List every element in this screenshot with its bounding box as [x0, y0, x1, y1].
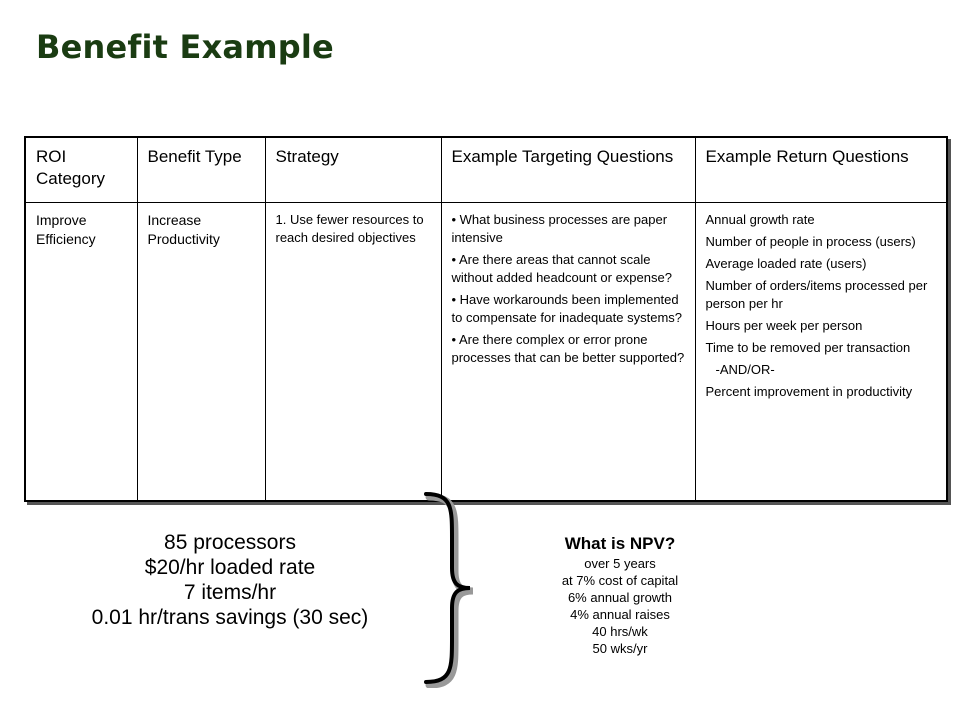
cell-benefit-type: Increase Productivity — [137, 203, 265, 501]
calc-line: 7 items/hr — [183, 581, 277, 604]
benefit-table — [24, 136, 948, 502]
return-question: Number of orders/items processed per person per hr — [705, 278, 928, 311]
page-title: Benefit Example — [36, 28, 334, 66]
calc-line: 0.01 hr/trans savings (30 sec) — [91, 606, 369, 629]
cell-roi-category: Improve Efficiency — [25, 203, 137, 501]
table-header-row — [25, 137, 947, 203]
cell-strategy: 1. Use fewer resources to reach desired objectives — [265, 203, 441, 501]
targeting-question: • Are there areas that cannot scale without added headcount or expense? — [451, 252, 672, 285]
calc-line: $20/hr loaded rate — [144, 556, 316, 579]
npv-line: 40 hrs/wk — [592, 624, 648, 639]
return-question: Hours per week per person — [705, 318, 863, 333]
targeting-question: • Are there complex or error prone processes that can be better supported? — [451, 332, 685, 365]
header-return-questions: Example Return Questions — [695, 137, 947, 203]
header-roi-category: ROI Category — [25, 137, 137, 203]
header-benefit-type: Benefit Type — [137, 137, 265, 203]
cell-return-questions — [695, 203, 947, 501]
npv-line: over 5 years — [584, 556, 656, 571]
calc-line: 85 processors — [164, 531, 296, 554]
return-question-separator: -AND/OR- — [715, 362, 775, 377]
targeting-question: • Have workarounds been implemented to compensate for inadequate systems? — [451, 292, 683, 325]
cell-targeting-questions — [441, 203, 695, 501]
npv-title: What is NPV? — [564, 534, 676, 553]
return-question: Average loaded rate (users) — [705, 256, 867, 271]
return-question: Number of people in process (users) — [705, 234, 916, 249]
npv-line: at 7% cost of capital — [561, 573, 679, 588]
return-question: Annual growth rate — [705, 212, 815, 227]
npv-line: 4% annual raises — [570, 607, 670, 622]
targeting-question: • What business processes are paper intensive — [451, 212, 668, 245]
npv-line: 6% annual growth — [567, 590, 673, 605]
header-strategy: Strategy — [265, 137, 441, 203]
table-row — [25, 203, 947, 501]
return-question: Time to be removed per transaction — [705, 340, 911, 355]
return-question: Percent improvement in productivity — [705, 384, 913, 399]
calculation-assumptions — [60, 530, 400, 630]
right-brace-icon — [400, 488, 480, 688]
header-targeting-questions: Example Targeting Questions — [441, 137, 695, 203]
npv-box — [520, 533, 720, 657]
npv-line: 50 wks/yr — [592, 641, 648, 656]
